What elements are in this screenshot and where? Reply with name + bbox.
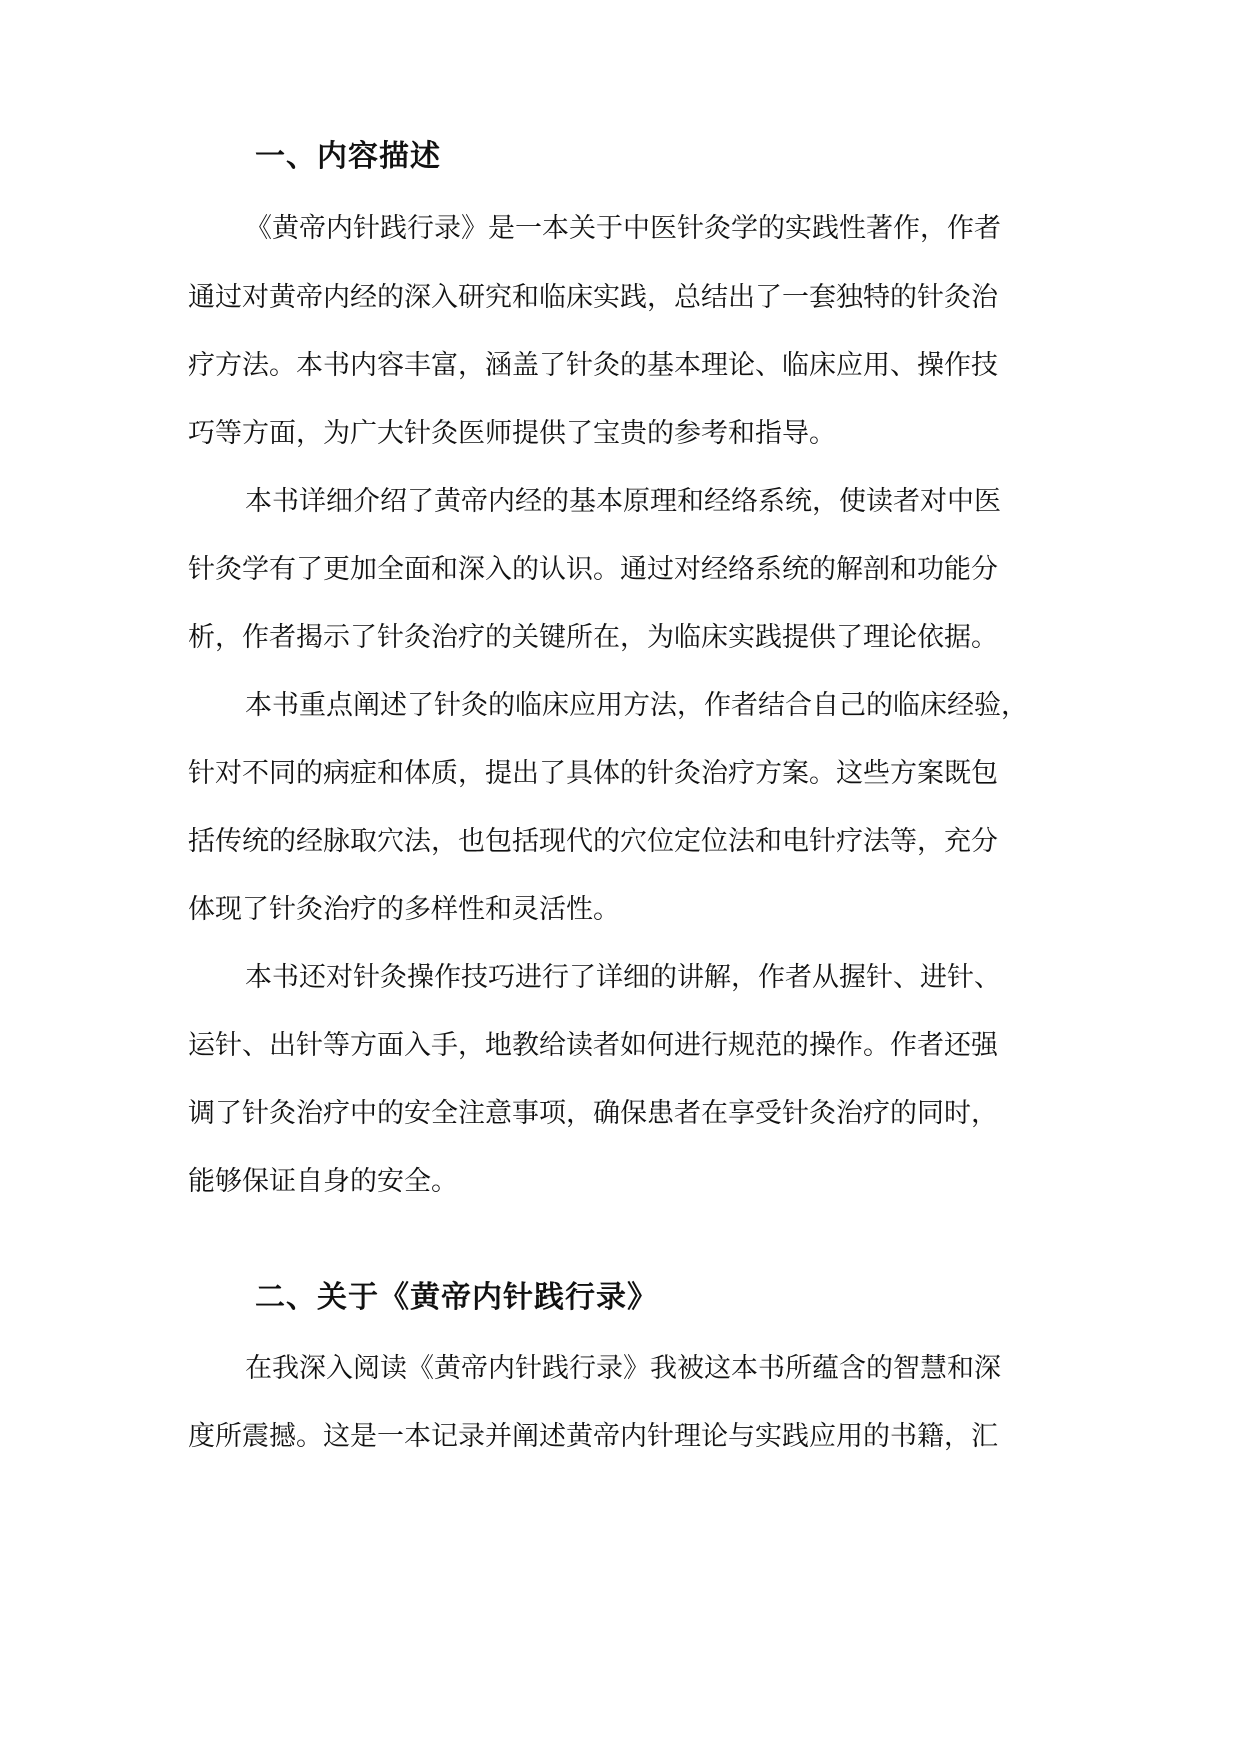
text-line: 括传统的经脉取穴法，也包括现代的穴位定位法和电针疗法等，充分: [188, 826, 998, 857]
text-line: 本书详细介绍了黄帝内经的基本原理和经络系统，使读者对中医: [245, 486, 1001, 517]
text-line: 疗方法。本书内容丰富，涵盖了针灸的基本理论、临床应用、操作技: [188, 350, 998, 381]
section-heading-about-book: 二、关于《黄帝内针践行录》: [255, 1280, 658, 1315]
text-line: 通过对黄帝内经的深入研究和临床实践，总结出了一套独特的针灸治: [188, 282, 998, 313]
text-line: 在我深入阅读《黄帝内针践行录》我被这本书所蕴含的智慧和深: [245, 1353, 1001, 1384]
text-line: 析，作者揭示了针灸治疗的关键所在，为临床实践提供了理论依据。: [188, 622, 998, 653]
text-line: 调了针灸治疗中的安全注意事项，确保患者在享受针灸治疗的同时，: [188, 1098, 998, 1129]
text-line: 运针、出针等方面入手，地教给读者如何进行规范的操作。作者还强: [188, 1030, 998, 1061]
text-line: 针对不同的病症和体质，提出了具体的针灸治疗方案。这些方案既包: [188, 758, 998, 789]
text-line: 体现了针灸治疗的多样性和灵活性。: [188, 894, 620, 925]
section-heading-content-description: 一、内容描述: [255, 139, 441, 174]
text-line: 本书还对针灸操作技巧进行了详细的讲解，作者从握针、进针、: [245, 962, 1001, 993]
text-line: 针灸学有了更加全面和深入的认识。通过对经络系统的解剖和功能分: [188, 554, 998, 585]
text-line: 能够保证自身的安全。: [188, 1166, 458, 1197]
text-line: 本书重点阐述了针灸的临床应用方法，作者结合自己的临床经验，: [245, 690, 1028, 721]
text-line: 《黄帝内针践行录》是一本关于中医针灸学的实践性著作，作者: [245, 213, 1001, 244]
text-line: 巧等方面，为广大针灸医师提供了宝贵的参考和指导。: [188, 418, 836, 449]
text-line: 度所震撼。这是一本记录并阐述黄帝内针理论与实践应用的书籍，汇: [188, 1421, 998, 1452]
